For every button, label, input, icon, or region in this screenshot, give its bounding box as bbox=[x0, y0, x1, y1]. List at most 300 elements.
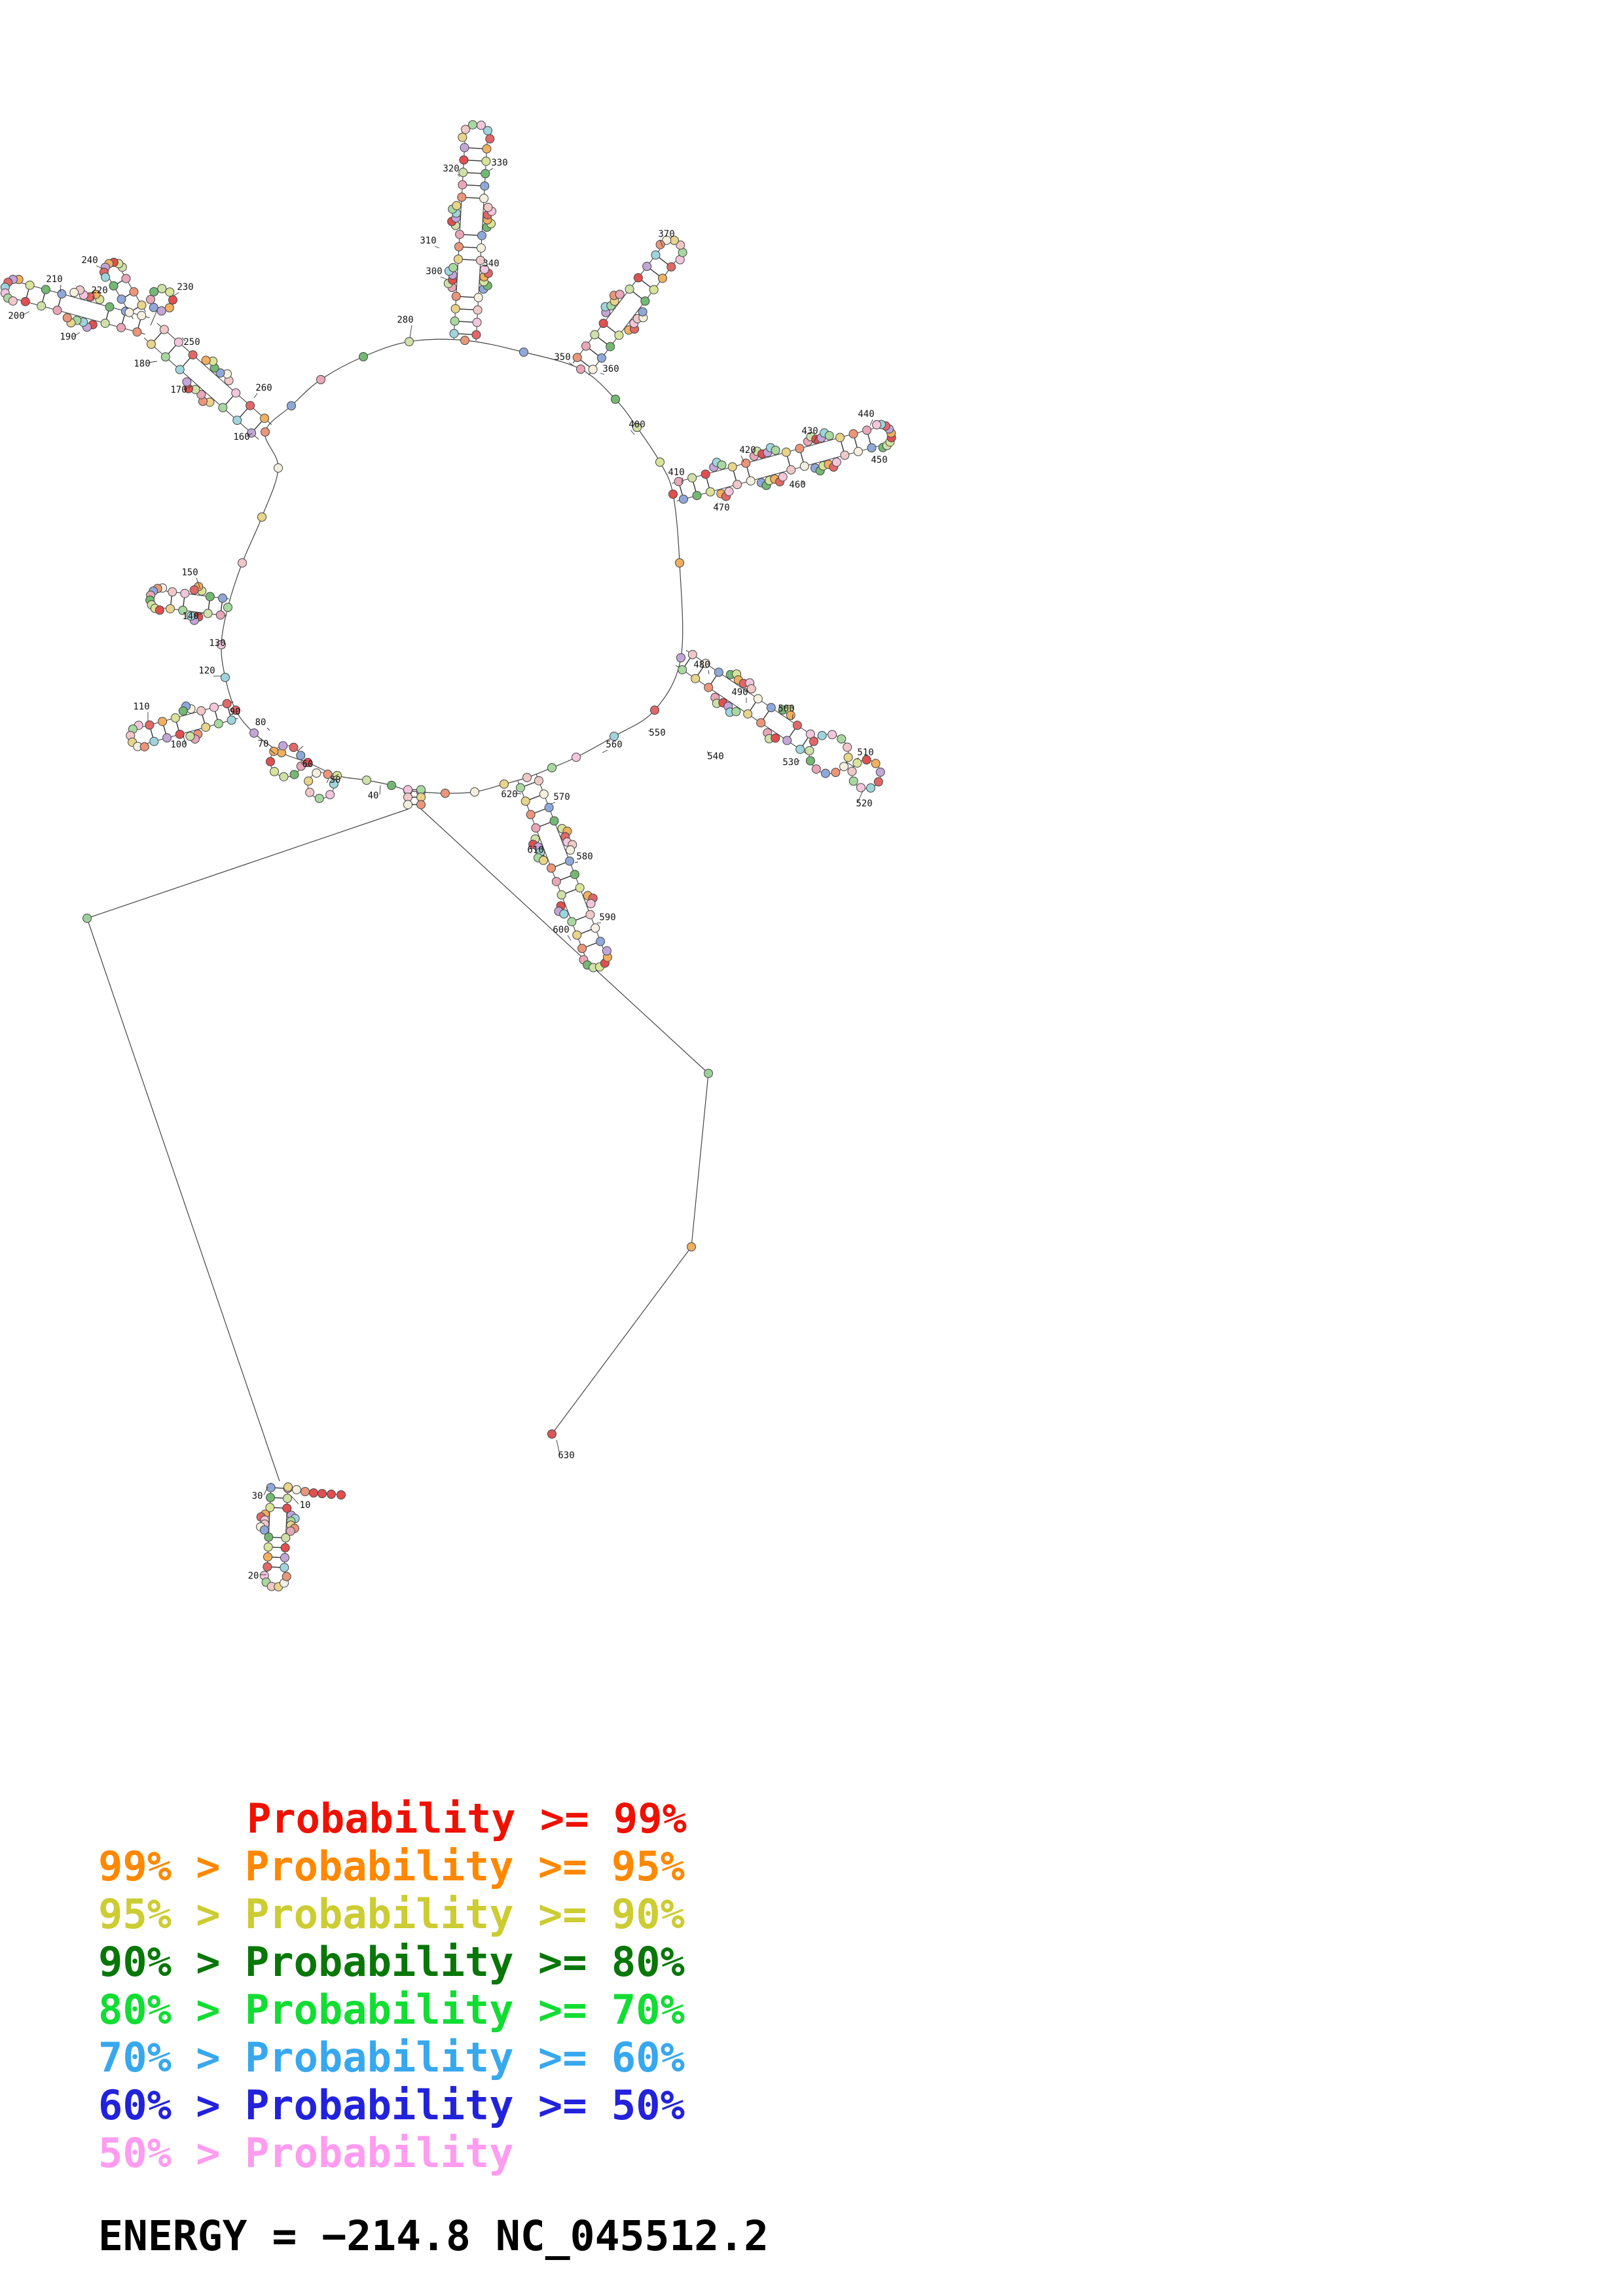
nucleotide-dot bbox=[219, 594, 227, 602]
position-label-450: 450 bbox=[871, 455, 888, 465]
nucleotide-dot bbox=[821, 769, 830, 778]
position-label-600: 600 bbox=[553, 925, 570, 935]
nucleotide-dot bbox=[258, 513, 266, 522]
nucleotide-dot bbox=[337, 1491, 346, 1499]
nucleotide-dot bbox=[174, 338, 183, 346]
nucleotide-dot bbox=[575, 884, 584, 892]
nucleotide-dot bbox=[145, 721, 154, 729]
nucleotide-dot bbox=[266, 1483, 275, 1492]
nucleotide-dot bbox=[863, 426, 871, 435]
position-label-110: 110 bbox=[133, 702, 150, 712]
nucleotide-dot bbox=[417, 800, 426, 809]
nucleotide-dot bbox=[166, 605, 174, 613]
nucleotide-dot bbox=[472, 331, 481, 339]
stem-upper-left-arm-a bbox=[1, 275, 149, 336]
position-label-300: 300 bbox=[426, 266, 443, 277]
loop-loop-70 bbox=[266, 742, 306, 781]
nucleotide-dot bbox=[202, 356, 210, 365]
nucleotide-dot bbox=[854, 447, 862, 456]
nucleotide-dot bbox=[523, 774, 532, 782]
position-label-90: 90 bbox=[229, 707, 241, 717]
position-label-470: 470 bbox=[713, 503, 730, 513]
nucleotide-dot bbox=[282, 1572, 291, 1581]
nucleotide-dot bbox=[728, 463, 737, 471]
nucleotide-dot bbox=[844, 753, 852, 762]
nucleotide-dot bbox=[866, 783, 875, 792]
nucleotide-dot bbox=[782, 448, 790, 456]
nucleotide-dot bbox=[165, 304, 173, 312]
nucleotide-dot bbox=[26, 281, 34, 289]
position-label-240: 240 bbox=[81, 255, 98, 266]
position-label-40: 40 bbox=[367, 791, 379, 801]
nucleotide-dot bbox=[471, 788, 479, 797]
nucleotide-dot bbox=[482, 157, 490, 166]
nucleotide-dot bbox=[70, 288, 79, 296]
stem-upper-left-trunk bbox=[144, 323, 272, 439]
nucleotide-dot bbox=[204, 609, 212, 618]
nucleotide-dot bbox=[704, 1069, 713, 1078]
nucleotide-dot bbox=[560, 910, 568, 918]
nucleotide-dot bbox=[246, 401, 255, 410]
nucleotide-dot bbox=[274, 464, 283, 473]
nucleotide-dot bbox=[873, 421, 881, 429]
nucleotide-dot bbox=[280, 1553, 289, 1562]
energy-text: ENERGY = −214.8 NC_045512.2 bbox=[98, 2212, 769, 2260]
nucleotide-dot bbox=[747, 685, 756, 693]
nucleotide-dot bbox=[767, 704, 775, 712]
nucleotide-dot bbox=[841, 451, 849, 459]
nucleotide-dot bbox=[458, 193, 466, 202]
nucleotide-dot bbox=[461, 336, 469, 345]
nucleotide-dot bbox=[532, 823, 540, 832]
nucleotide-dot bbox=[539, 856, 547, 865]
nucleotide-dot bbox=[757, 719, 765, 727]
position-label-150: 150 bbox=[181, 567, 198, 578]
nucleotide-dot bbox=[41, 285, 50, 294]
position-label-170: 170 bbox=[170, 385, 187, 395]
nucleotide-dot bbox=[714, 668, 723, 677]
nucleotide-dot bbox=[117, 323, 126, 332]
nucleotide-dot bbox=[261, 428, 270, 437]
probability-legend bbox=[98, 1795, 687, 2177]
position-label-10: 10 bbox=[299, 1500, 311, 1511]
nucleotide-dot bbox=[238, 559, 247, 567]
position-label-20: 20 bbox=[247, 1571, 259, 1581]
nucleotide-dot bbox=[615, 331, 623, 340]
nucleotide-dot bbox=[473, 318, 481, 327]
nucleotide-dot bbox=[478, 231, 486, 240]
nucleotide-dot bbox=[450, 329, 458, 338]
nucleotide-dot bbox=[539, 790, 548, 798]
nucleotide-dot bbox=[840, 762, 848, 771]
stem-closing-helix bbox=[404, 785, 426, 809]
nucleotide-dot bbox=[566, 846, 575, 854]
nucleotide-dot bbox=[175, 365, 184, 374]
nucleotide-dot bbox=[796, 745, 805, 753]
nucleotide-dot bbox=[452, 292, 460, 300]
nucleotide-dot bbox=[795, 444, 804, 453]
nucleotide-dot bbox=[679, 495, 687, 503]
nucleotide-dot bbox=[481, 170, 490, 178]
nucleotide-dot bbox=[221, 673, 230, 682]
nucleotide-dot bbox=[140, 742, 149, 751]
position-label-430: 430 bbox=[801, 426, 818, 437]
nucleotide-dot bbox=[58, 290, 66, 298]
nucleotide-dot bbox=[573, 353, 581, 362]
position-label-70: 70 bbox=[257, 739, 269, 749]
nucleotide-dot bbox=[649, 285, 658, 294]
nucleotide-dot bbox=[573, 931, 581, 939]
nucleotide-dot bbox=[837, 734, 846, 743]
position-label-540: 540 bbox=[707, 751, 724, 762]
position-label-460: 460 bbox=[789, 480, 806, 490]
nucleotide-dot bbox=[669, 490, 678, 499]
nucleotide-dot bbox=[812, 765, 820, 774]
nucleotide-dot bbox=[643, 262, 651, 270]
nucleotide-dot bbox=[206, 592, 214, 601]
position-label-160: 160 bbox=[233, 432, 250, 442]
nucleotide-dot bbox=[83, 914, 92, 923]
position-label-350: 350 bbox=[554, 352, 571, 363]
nucleotide-dot bbox=[301, 1488, 310, 1496]
nucleotide-dot bbox=[534, 776, 543, 785]
position-label-440: 440 bbox=[858, 409, 875, 420]
nucleotide-dot bbox=[147, 295, 155, 304]
nucleotide-dot bbox=[53, 306, 62, 315]
position-label-370: 370 bbox=[658, 229, 675, 240]
position-label-610: 610 bbox=[527, 845, 544, 855]
nucleotide-dot bbox=[548, 1430, 556, 1439]
position-label-570: 570 bbox=[553, 792, 570, 802]
nucleotide-dot bbox=[264, 1533, 273, 1541]
nucleotide-dot bbox=[37, 302, 46, 310]
nucleotide-dot bbox=[744, 709, 752, 718]
position-label-630: 630 bbox=[558, 1450, 575, 1461]
nucleotide-dot bbox=[550, 817, 558, 825]
stem-right-long-stem bbox=[672, 420, 896, 503]
nucleotide-dot bbox=[232, 389, 240, 397]
nucleotide-dot bbox=[363, 776, 371, 785]
nucleotide-dot bbox=[552, 877, 560, 886]
nucleotide-dot bbox=[733, 480, 742, 489]
nucleotide-dot bbox=[166, 288, 174, 296]
nucleotide-dot bbox=[677, 654, 685, 662]
nucleotide-dot bbox=[831, 768, 840, 777]
nucleotide-dot bbox=[219, 403, 227, 412]
loop-loop-500-big bbox=[805, 730, 852, 778]
nucleotide-dot bbox=[483, 145, 491, 153]
position-label-530: 530 bbox=[782, 757, 799, 768]
nucleotide-dot bbox=[725, 487, 733, 495]
nucleotide-dot bbox=[279, 742, 287, 750]
nucleotide-dot bbox=[280, 1564, 289, 1572]
nucleotide-dot bbox=[557, 891, 566, 899]
position-label-410: 410 bbox=[668, 467, 685, 478]
nucleotide-dot bbox=[849, 429, 858, 438]
nucleotide-dot bbox=[599, 319, 608, 327]
nucleotide-dot bbox=[326, 791, 335, 799]
nucleotide-dot bbox=[606, 342, 615, 351]
nucleotide-dot bbox=[150, 737, 158, 745]
nucleotide-dot bbox=[458, 133, 467, 141]
position-label-210: 210 bbox=[46, 274, 63, 285]
nucleotide-dot bbox=[570, 870, 579, 879]
nucleotide-dot bbox=[109, 281, 118, 290]
nucleotide-dot bbox=[266, 1494, 275, 1502]
nucleotide-dot bbox=[701, 470, 710, 478]
nucleotide-dot bbox=[732, 708, 740, 716]
nucleotide-dot bbox=[214, 719, 223, 728]
nucleotide-dot bbox=[793, 721, 801, 730]
nucleotide-dot bbox=[634, 274, 642, 282]
nucleotide-dot bbox=[843, 743, 852, 751]
nucleotide-dot bbox=[586, 910, 594, 919]
nucleotide-dot bbox=[137, 301, 146, 310]
nucleotide-dot bbox=[456, 230, 464, 239]
nucleotide-dot bbox=[202, 723, 210, 732]
nucleotide-dot bbox=[270, 747, 278, 756]
nucleotide-dot bbox=[160, 325, 168, 334]
nucleotide-dot bbox=[486, 135, 494, 143]
connector-lines bbox=[83, 809, 713, 1481]
nucleotide-dot bbox=[171, 713, 179, 722]
position-labels bbox=[8, 158, 887, 1581]
nucleotide-dot bbox=[676, 559, 684, 567]
nucleotide-dot bbox=[473, 306, 482, 314]
nucleotide-dot bbox=[828, 730, 837, 739]
nucleotide-dot bbox=[849, 777, 858, 785]
nucleotide-dot bbox=[451, 304, 460, 313]
nucleotide-dot bbox=[388, 781, 396, 790]
nucleotide-dot bbox=[168, 588, 177, 596]
nucleotide-dot bbox=[548, 764, 556, 772]
nucleotide-dot bbox=[264, 1543, 272, 1551]
nucleotide-dot bbox=[871, 759, 880, 768]
nucleotide-dot bbox=[615, 290, 624, 298]
nucleotide-dot bbox=[9, 296, 17, 305]
nucleotide-dot bbox=[155, 606, 164, 615]
nucleotide-dot bbox=[876, 768, 884, 776]
nucleotide-dot bbox=[688, 651, 697, 659]
nucleotide-dot bbox=[856, 783, 865, 792]
nucleotide-dot bbox=[452, 202, 461, 210]
stem-loops bbox=[1, 120, 896, 1591]
stem-top-right-stem bbox=[573, 236, 687, 376]
nucleotide-dot bbox=[454, 255, 462, 263]
nucleotide-dot bbox=[197, 707, 206, 715]
nucleotide-dot bbox=[460, 156, 468, 164]
nucleotide-dot bbox=[853, 759, 862, 767]
nucleotide-dot bbox=[450, 317, 459, 325]
nucleotide-dot bbox=[687, 1243, 696, 1251]
nucleotide-dot bbox=[596, 937, 605, 946]
legend-item-3: 90% > Probability >= 80% bbox=[98, 1938, 685, 1986]
nucleotide-dot bbox=[809, 737, 818, 745]
position-label-120: 120 bbox=[198, 666, 215, 676]
position-label-80: 80 bbox=[255, 717, 266, 728]
nucleotide-dot bbox=[306, 788, 314, 797]
nucleotide-dot bbox=[547, 864, 555, 872]
nucleotide-dot bbox=[284, 1483, 293, 1492]
nucleotide-dot bbox=[315, 794, 323, 802]
position-label-140: 140 bbox=[182, 611, 199, 622]
nucleotide-dot bbox=[656, 240, 665, 249]
nucleotide-dot bbox=[480, 194, 488, 203]
nucleotide-dot bbox=[783, 736, 792, 745]
nucleotide-dot bbox=[572, 753, 581, 762]
position-label-420: 420 bbox=[739, 445, 756, 456]
position-label-60: 60 bbox=[302, 759, 314, 770]
nucleotide-dot bbox=[602, 946, 611, 955]
nucleotide-dot bbox=[591, 924, 600, 932]
nucleotide-dot bbox=[282, 1534, 290, 1542]
nucleotide-dot bbox=[179, 707, 187, 715]
nucleotide-dot bbox=[566, 857, 574, 865]
nucleotide-dot bbox=[293, 1486, 301, 1494]
nucleotide-dot bbox=[589, 365, 597, 374]
nucleotide-dot bbox=[591, 331, 599, 339]
nucleotide-dot bbox=[691, 674, 700, 683]
loop-loop-230 bbox=[147, 285, 177, 325]
nucleotide-dot bbox=[771, 734, 780, 742]
nucleotide-dot bbox=[656, 458, 665, 467]
position-label-280: 280 bbox=[397, 315, 414, 325]
nucleotide-dot bbox=[224, 603, 232, 612]
nucleotide-dot bbox=[462, 125, 470, 134]
nucleotide-dot bbox=[641, 297, 649, 306]
nucleotide-dot bbox=[289, 743, 298, 751]
nucleotide-dot bbox=[449, 263, 458, 272]
loop-loop-510-hairpin bbox=[846, 756, 884, 793]
nucleotide-dot bbox=[693, 492, 701, 500]
nucleotide-dot bbox=[577, 365, 585, 374]
nucleotide-dot bbox=[297, 751, 305, 760]
position-label-250: 250 bbox=[183, 337, 200, 348]
position-label-360: 360 bbox=[602, 364, 619, 374]
nucleotide-dot bbox=[754, 694, 762, 703]
position-label-590: 590 bbox=[599, 912, 616, 923]
position-label-130: 130 bbox=[209, 638, 226, 649]
nucleotide-dot bbox=[261, 414, 269, 423]
nucleotide-dot bbox=[125, 308, 134, 317]
nucleotide-dot bbox=[264, 1552, 272, 1561]
nucleotide-dot bbox=[317, 376, 325, 384]
nucleotide-dot bbox=[216, 611, 225, 619]
position-label-230: 230 bbox=[177, 282, 194, 293]
nucleotide-dot bbox=[281, 1543, 289, 1552]
nucleotide-dot bbox=[137, 312, 146, 320]
position-label-200: 200 bbox=[8, 311, 25, 321]
nucleotide-dot bbox=[280, 772, 288, 781]
nucleotide-dot bbox=[500, 780, 509, 789]
nucleotide-dot bbox=[312, 769, 321, 778]
nucleotide-dot bbox=[818, 731, 826, 740]
nucleotide-dot bbox=[651, 251, 660, 259]
nucleotide-dot bbox=[678, 666, 687, 674]
nucleotide-dot bbox=[520, 348, 528, 357]
nucleotide-dot bbox=[521, 797, 530, 806]
nucleotide-dot bbox=[101, 273, 110, 281]
nucleotide-dot bbox=[597, 354, 606, 363]
nucleotide-dot bbox=[270, 767, 279, 776]
nucleotide-dot bbox=[658, 274, 666, 283]
position-label-510: 510 bbox=[857, 747, 874, 758]
stem-bottom-stem bbox=[516, 774, 611, 972]
nucleotide-dot bbox=[578, 944, 587, 953]
position-label-50: 50 bbox=[329, 775, 341, 785]
nucleotide-dot bbox=[147, 340, 155, 348]
nucleotide-dot bbox=[158, 717, 167, 726]
nucleotide-dot bbox=[283, 1494, 291, 1503]
nucleotide-dot bbox=[477, 121, 485, 130]
nucleotide-dot bbox=[327, 1490, 336, 1499]
position-label-310: 310 bbox=[420, 236, 437, 246]
nucleotide-dot bbox=[611, 395, 620, 404]
nucleotide-dot bbox=[158, 285, 166, 293]
nucleotide-dot bbox=[290, 770, 299, 779]
nucleotide-dot bbox=[117, 295, 126, 304]
legend-item-1: 99% > Probability >= 95% bbox=[98, 1842, 685, 1890]
position-label-520: 520 bbox=[856, 798, 873, 809]
nucleotide-dot bbox=[787, 465, 795, 474]
nucleotide-dot bbox=[667, 262, 676, 271]
nucleotide-dot bbox=[638, 308, 647, 316]
position-label-180: 180 bbox=[134, 359, 151, 369]
position-label-220: 220 bbox=[91, 285, 108, 296]
nucleotide-dot bbox=[122, 274, 130, 283]
legend-item-4: 80% > Probability >= 70% bbox=[98, 1986, 685, 2034]
nucleotide-dot bbox=[835, 433, 844, 442]
nucleotide-dot bbox=[825, 431, 833, 440]
nucleotide-dot bbox=[718, 461, 726, 469]
nucleotide-dot bbox=[867, 444, 876, 452]
legend-item-7: 50% > Probability bbox=[98, 2129, 514, 2177]
nucleotide-dot bbox=[651, 706, 659, 715]
nucleotide-dot bbox=[63, 314, 71, 322]
nucleotide-dot bbox=[477, 243, 485, 252]
nucleotide-dot bbox=[181, 589, 189, 598]
nucleotide-dot bbox=[359, 353, 368, 361]
nucleotide-dot bbox=[304, 777, 313, 785]
energy-line bbox=[98, 2212, 769, 2260]
legend-item-2: 95% > Probability >= 90% bbox=[98, 1890, 685, 1938]
nucleotide-dot bbox=[874, 778, 883, 786]
position-label-580: 580 bbox=[576, 852, 593, 862]
position-label-550: 550 bbox=[649, 728, 666, 738]
nucleotide-dot bbox=[105, 302, 114, 311]
position-label-260: 260 bbox=[255, 383, 272, 393]
nucleotide-dot bbox=[832, 458, 841, 467]
position-label-190: 190 bbox=[60, 332, 77, 342]
exterior-loop bbox=[217, 336, 685, 798]
legend-item-6: 60% > Probability >= 50% bbox=[98, 2081, 685, 2129]
position-label-330: 330 bbox=[491, 158, 508, 168]
nucleotide-dot bbox=[150, 287, 158, 296]
nucleotide-dot bbox=[800, 462, 809, 471]
nucleotide-dot bbox=[458, 181, 467, 189]
position-label-490: 490 bbox=[731, 687, 748, 698]
nucleotide-dot bbox=[210, 703, 218, 711]
position-label-500: 500 bbox=[778, 704, 795, 714]
nucleotide-dot bbox=[318, 1490, 327, 1498]
nucleotide-dot bbox=[175, 730, 184, 738]
legend-item-0: Probability >= 99% bbox=[247, 1795, 687, 1842]
nucleotide-dot bbox=[587, 899, 595, 908]
nucleotide-dot bbox=[460, 143, 469, 152]
nucleotide-dot bbox=[21, 297, 29, 306]
nucleotide-dot bbox=[266, 757, 275, 766]
position-label-100: 100 bbox=[170, 740, 187, 750]
